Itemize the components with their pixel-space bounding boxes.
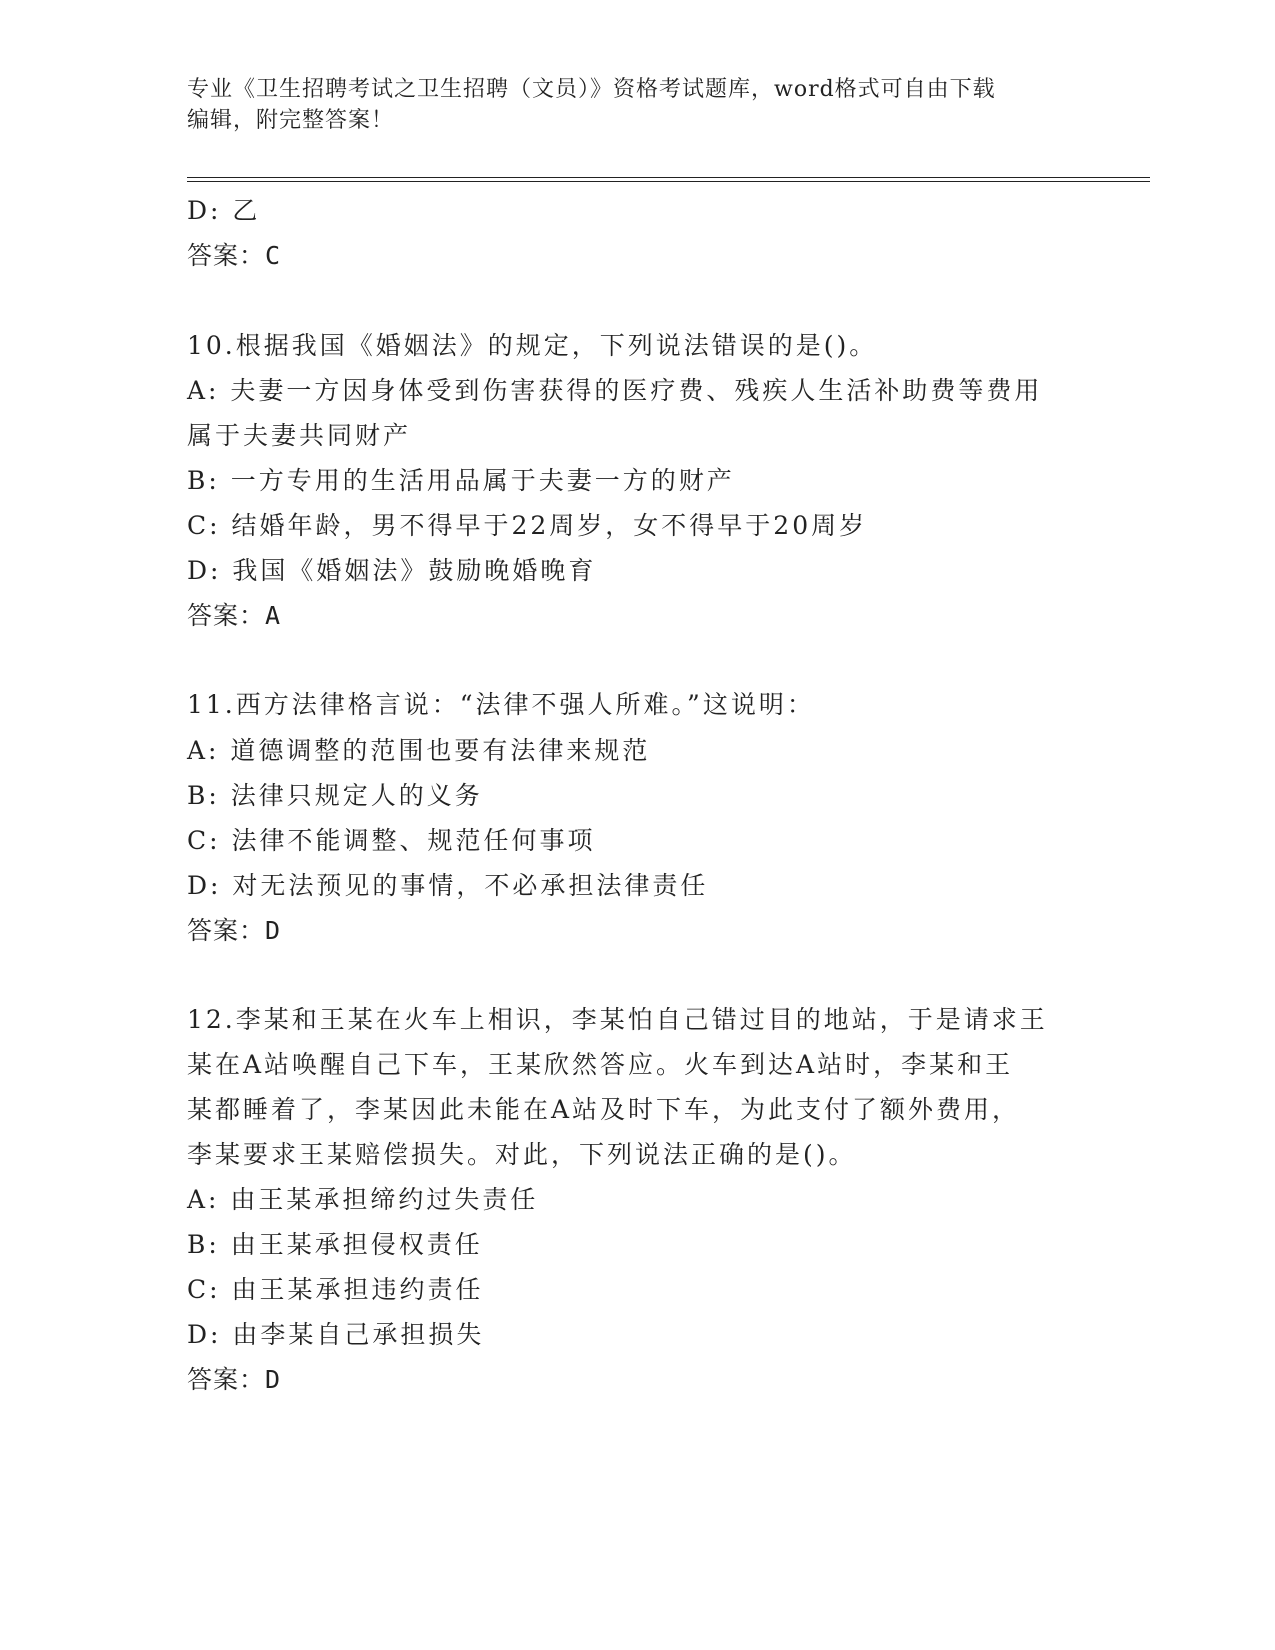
question-stem-line-3: 某都睡着了，李某因此未能在A站及时下车，为此支付了额外费用， bbox=[187, 1095, 1021, 1124]
option-a-continued: 属于夫妻共同财产 bbox=[187, 421, 412, 450]
document-header bbox=[187, 74, 1067, 136]
prev-answer: 答案：C bbox=[187, 241, 282, 270]
option-c: C: 结婚年龄，男不得早于22周岁，女不得早于20周岁 bbox=[187, 511, 868, 540]
option-c: C: 法律不能调整、规范任何事项 bbox=[187, 826, 596, 855]
header-line-1: 专业《卫生招聘考试之卫生招聘（文员）》资格考试题库，word格式可自由下载 bbox=[187, 77, 996, 102]
option-d: D: 对无法预见的事情，不必承担法律责任 bbox=[187, 871, 709, 900]
question-stem-line-4: 李某要求王某赔偿损失。对此，下列说法正确的是()。 bbox=[187, 1140, 857, 1169]
option-b: B: 一方专用的生活用品属于夫妻一方的财产 bbox=[187, 466, 735, 495]
answer: 答案：A bbox=[187, 601, 282, 630]
option-a: A: 夫妻一方因身体受到伤害获得的医疗费、残疾人生活补助费等费用 bbox=[187, 376, 1043, 405]
option-d: D: 由李某自己承担损失 bbox=[187, 1320, 485, 1349]
question-stem-line-1: 12.李某和王某在火车上相识，李某怕自己错过目的地站，于是请求王 bbox=[187, 1005, 1048, 1034]
option-a: A: 道德调整的范围也要有法律来规范 bbox=[187, 736, 651, 765]
header-divider-top bbox=[187, 177, 1150, 178]
question-stem: 10.根据我国《婚姻法》的规定，下列说法错误的是()。 bbox=[187, 331, 878, 360]
option-c: C: 由王某承担违约责任 bbox=[187, 1275, 484, 1304]
question-stem: 11.西方法律格言说：“法律不强人所难。”这说明： bbox=[187, 690, 815, 719]
question-stem-line-2: 某在A站唤醒自己下车，王某欣然答应。火车到达A站时，李某和王 bbox=[187, 1050, 1014, 1079]
answer: 答案：D bbox=[187, 1365, 282, 1394]
option-b: B: 法律只规定人的义务 bbox=[187, 781, 483, 810]
prev-option-d: D: 乙 bbox=[187, 196, 261, 225]
option-b: B: 由王某承担侵权责任 bbox=[187, 1230, 483, 1259]
answer: 答案：D bbox=[187, 916, 282, 945]
option-d: D: 我国《婚姻法》鼓励晚婚晚育 bbox=[187, 556, 597, 585]
header-divider-bottom bbox=[187, 181, 1150, 182]
header-line-2: 编辑，附完整答案！ bbox=[187, 108, 395, 133]
option-a: A: 由王某承担缔约过失责任 bbox=[187, 1185, 539, 1214]
